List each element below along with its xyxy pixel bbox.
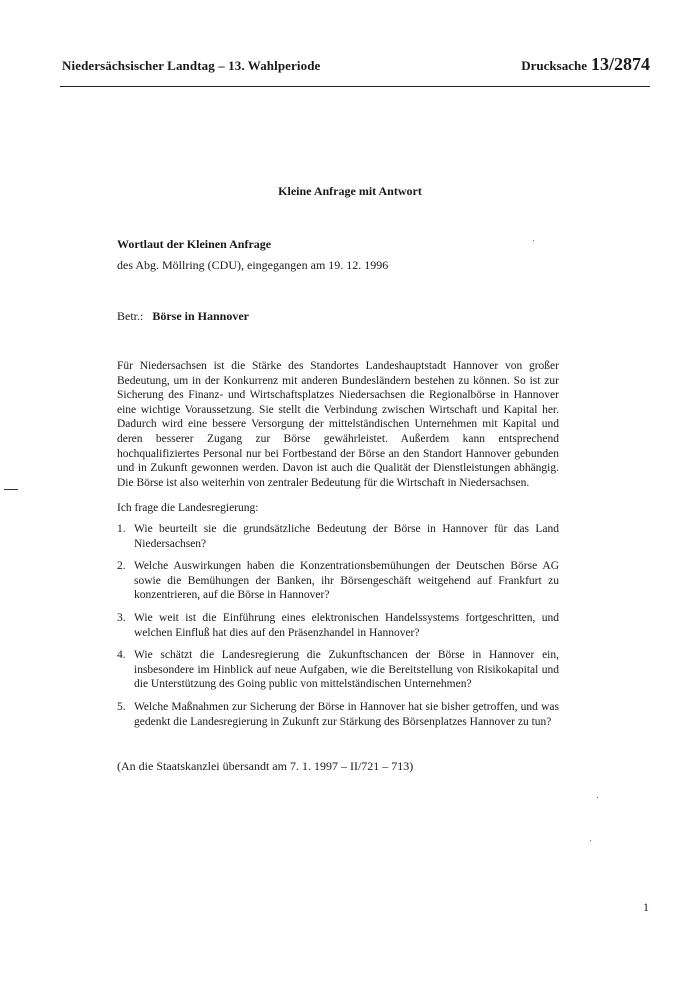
- subject-line: [117, 309, 249, 324]
- intro-paragraph: Für Niedersachsen ist die Stärke des Standortes Landeshauptstadt Hannover von großer Bedeutung, um in der Konkurrenz mit anderen Bundesländern bestehen zu können. So ist zur Sicherung des Finanz- und Wirtschaftsplatzes Niedersachsen die Regionalbörse in Hannover eine wichtige Voraussetzung. Sie stellt die Verbindung zwischen Wirtschaft und Kapital her. Dadurch wird eine bessere Versorgung der mittelständischen Unternehmen mit Kapital und deren besserer Zugang zur Börse gewährleistet. Außerdem kann entsprechend hochqualifiziertes Personal nur bei Fortbestand der Börse an den Standort Hannover gebunden und in Zukunft gewonnen werden. Davon ist auch die Qualität der Dienstleistungen abhängig. Die Börse ist also weiterhin von zentraler Bedeutung für die Wirtschaft in Niedersachsen.: [117, 360, 559, 489]
- submitter-line: des Abg. Möllring (CDU), eingegangen am 19. 12. 1996: [117, 258, 389, 272]
- question-number: 2.: [117, 560, 126, 573]
- drucksache-label: Drucksache: [521, 58, 587, 73]
- subject-label: Betr.:: [117, 309, 144, 323]
- drucksache-number: 13/2874: [590, 54, 650, 74]
- transmission-note: (An die Staatskanzlei übersandt am 7. 1. 1997 – II/721 – 713): [117, 759, 414, 773]
- question-item: [117, 648, 559, 692]
- question-text: Welche Maßnahmen zur Sicherung der Börse in Hannover hat sie bisher getroffen, und was gedenkt die Landesregierung in Zukunft zur Stärkung des Börsenplatzes Hannover zu tun?: [134, 700, 559, 728]
- question-list: [117, 522, 559, 737]
- header-drucksache: [521, 54, 650, 75]
- question-number: 5.: [117, 700, 126, 713]
- section-subheading: Wortlaut der Kleinen Anfrage: [117, 237, 272, 251]
- scan-speck: [597, 797, 598, 798]
- header-parliament-title: Niedersächsischer Landtag – 13. Wahlperiode: [62, 58, 321, 73]
- scan-speck: [590, 840, 591, 841]
- question-number: 1.: [117, 523, 126, 535]
- question-item: [117, 522, 559, 551]
- document-title: Kleine Anfrage mit Antwort: [278, 184, 422, 198]
- question-text: Wie schätzt die Landesregierung die Zukunftschancen der Börse in Hannover ein, insbesondere im Hinblick auf neue Aufgaben, wie die Bereitstellung von Risikokapital und die Unterstützung des Going public von mittelständischen Unternehmen?: [134, 649, 559, 691]
- subject-text: Börse in Hannover: [152, 309, 250, 323]
- question-item: [117, 700, 559, 729]
- question-text: Welche Auswirkungen haben die Konzentrationsbemühungen der Deutschen Börse AG sowie die Bemühungen der Banken, ihr Börsengeschäft weitgehend auf Frankfurt zu konzentrieren, auf die Börse in Hannover?: [134, 560, 559, 602]
- question-text: Wie weit ist die Einführung eines elektronischen Handelssystems fortgeschritten, und welchen Einfluß hat dies auf den Präsenzhandel in Hannover?: [134, 611, 559, 639]
- scan-speck: [533, 240, 534, 241]
- header-divider: [60, 86, 650, 87]
- question-text: Wie beurteilt sie die grundsätzliche Bedeutung der Börse in Hannover für das Land Niedersachsen?: [134, 523, 559, 550]
- margin-fold-mark: [4, 489, 18, 490]
- question-number: 4.: [117, 649, 126, 662]
- question-item: [117, 611, 559, 640]
- question-item: [117, 559, 559, 603]
- question-lead-in: Ich frage die Landesregierung:: [117, 502, 259, 514]
- question-number: 3.: [117, 611, 126, 624]
- page-number: 1: [643, 900, 649, 914]
